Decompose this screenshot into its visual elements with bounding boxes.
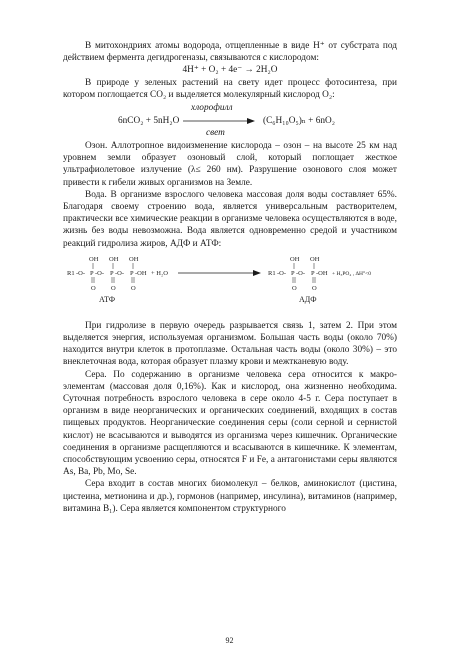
atp-structure xyxy=(67,256,168,304)
equation-water-formation: 4H⁺ + O₂ + 4e⁻ → 2H₂O xyxy=(182,65,278,76)
oh-label: OH xyxy=(310,255,320,263)
condition-label: свет xyxy=(206,128,225,139)
phosphorus-label: P xyxy=(110,269,114,277)
page-body xyxy=(63,40,397,515)
page-number: 92 xyxy=(225,636,234,645)
adp-structure xyxy=(268,256,371,304)
r1-label: R1 xyxy=(268,269,276,277)
o-label: O xyxy=(131,284,136,292)
paragraph-sulfur-biomolecules: Сера входит в состав многих биомолекул – белков, аминокислот (цистина, цистеина, метионина и др.), гормонов (например, инсулина), витаминов (например, витамина B₁). Сера является компонентом структурного xyxy=(63,479,397,514)
paragraph-sulfur: Сера. По содержанию в организме человека сера относится к макро-элементам (массовая доля 0,16%). Как и кислород, она жизненно необходима. Суточная потребность взрослого человека в сере около 4-5 г. Сера поступает в организм в виде неорганических и органических соединений, входящих в состав пищевых продуктов. Неорганические соединения серы (соли серной и сернистой кислот) не всасываются и выводятся из организма через кишечник. Органические соединения в организме расщепляются и всасываются в кишечнике. К элементам, способствующим усвоению серы, относятся F и Fe, а антагонистами серы являются As, Ba, Pb, Mo, Se. xyxy=(63,369,397,478)
hydrolysis-arrow-icon xyxy=(178,270,261,276)
adp-label: АДФ xyxy=(299,294,317,304)
paragraph-water: Вода. В организме взрослого человека массовая доля воды составляет 65%. Благодаря своему строению вода, является универсальным растворителем, практически все химические реакции в организме человека осуществляются в воде, жизнь без воды невозможна. Вода является одновременно средой и участником реакций гидролиза жиров, АДФ и АТФ: xyxy=(63,189,397,249)
products: (C₆H₁₀O₅)ₙ + 6nO₂ xyxy=(263,116,335,127)
phosphorus-label: P xyxy=(130,269,134,277)
atp-hydrolysis-scheme xyxy=(63,252,397,316)
photosynthesis-equation xyxy=(63,102,397,138)
svg-text:-OH: -OH xyxy=(135,269,147,277)
phosphoric-acid-term: + H₃PO₄ , ΔH°<0 xyxy=(332,270,371,277)
oh-label: OH xyxy=(290,255,300,263)
svg-text:-O-: -O- xyxy=(76,269,86,277)
o-label: O xyxy=(111,284,116,292)
svg-text:-O-: -O- xyxy=(115,269,125,277)
phosphorus-label: P xyxy=(291,269,295,277)
o-label: O xyxy=(91,284,96,292)
paragraph-hydrolysis: При гидролизе в первую очередь разрывается связь 1, затем 2. При этом выделяется энергия, используемая организмом. Большая часть воды (около 70%) находится внутри клеток в протоплазме. Остальная часть воды (около 30%) – это внеклеточная вода, которая образует плазму крови и межтканевую воду. xyxy=(63,320,397,368)
phosphorus-label: P xyxy=(311,269,315,277)
svg-text:-O-: -O- xyxy=(95,269,105,277)
svg-text:-O-: -O- xyxy=(296,269,306,277)
paragraph-photosynthesis: В природе у зеленых растений на свету идет процесс фотосинтеза, при котором поглощается CO₂ и выделяется молекулярный кислород O₂: xyxy=(63,77,397,100)
water-term: + H₂O xyxy=(151,269,168,277)
paragraph-mitochondria: В митохондриях атомы водорода, отщепленные в виде H⁺ от субстрата под действием фермента дегидрогеназы, связываются с кислородом: xyxy=(63,41,397,64)
svg-text:-O-: -O- xyxy=(277,269,287,277)
phosphorus-label: P xyxy=(90,269,94,277)
paragraph-ozone: Озон. Аллотропное видоизменение кислорода – озон – на высоте 25 км над уровнем земли образует озоновый слой, который поглощает жесткое ультрафиолетовое излучение (λ≤ 260 нм). Разрушение озонового слоя может привести к гибели живых организмов на Земле. xyxy=(63,141,397,188)
oh-label: OH xyxy=(129,255,139,263)
r1-label: R1 xyxy=(67,269,75,277)
oh-label: OH xyxy=(109,255,119,263)
reaction-arrow-icon xyxy=(183,117,255,125)
atp-label: АТФ xyxy=(99,294,116,304)
o-label: O xyxy=(292,284,297,292)
svg-text:-OH: -OH xyxy=(316,269,328,277)
oh-label: OH xyxy=(89,255,99,263)
o-label: O xyxy=(312,284,317,292)
reactants: 6nCO₂ + 5nH₂O xyxy=(118,116,180,127)
catalyst-label: хлорофилл xyxy=(191,103,233,114)
